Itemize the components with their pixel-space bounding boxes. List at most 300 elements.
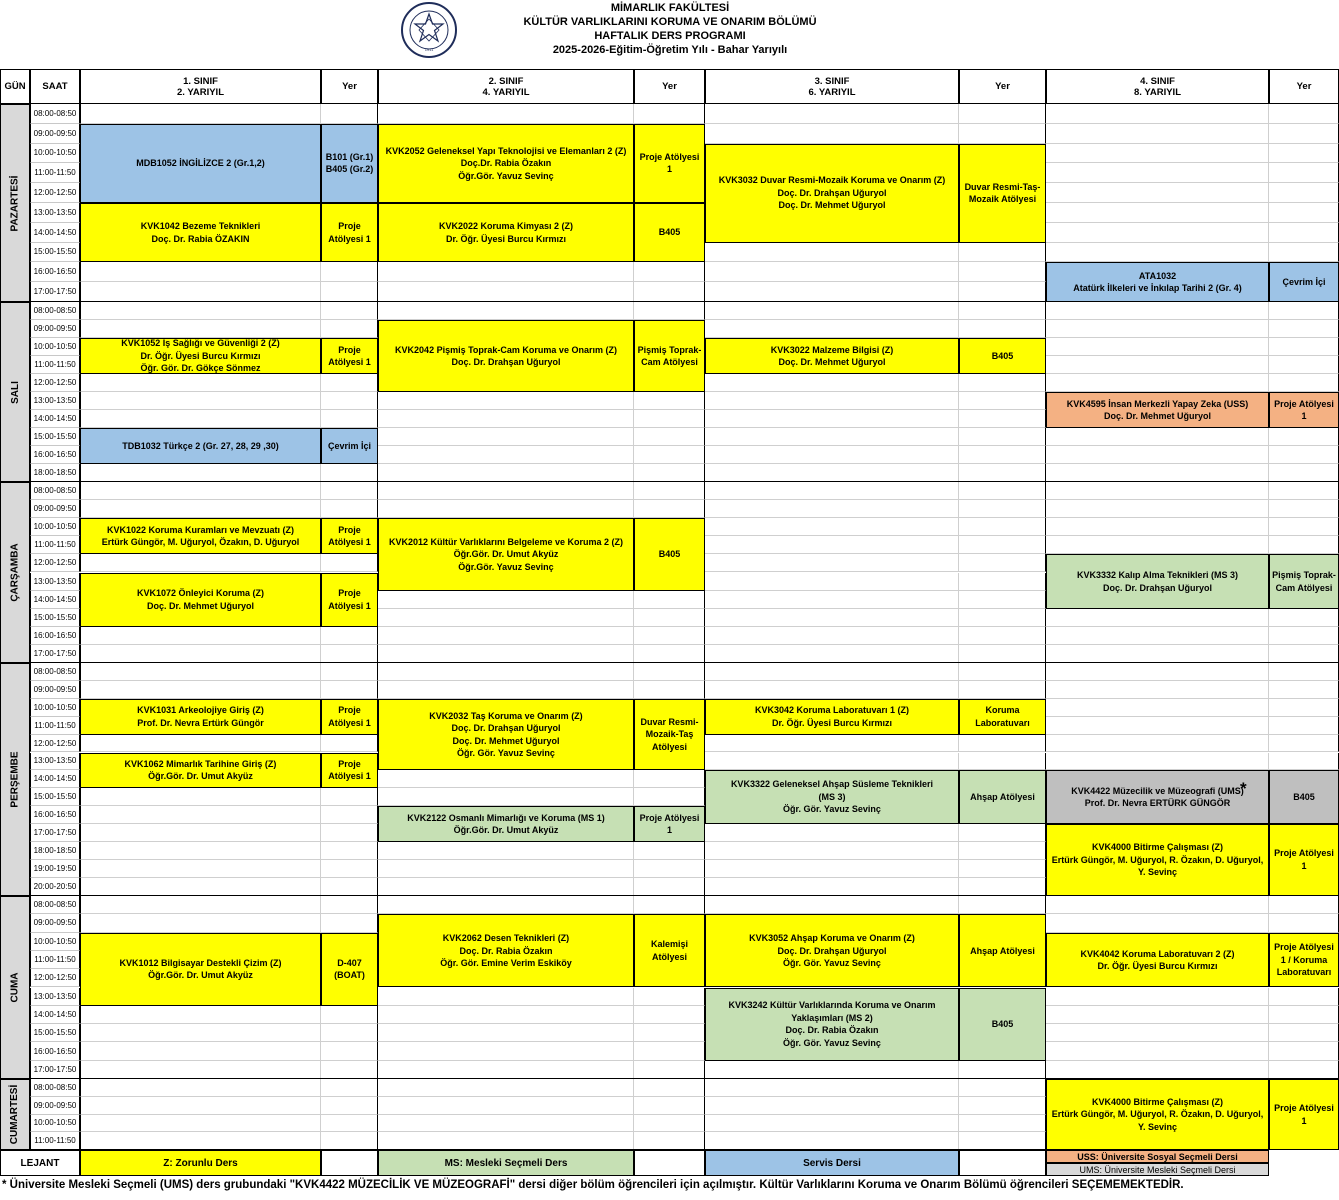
schedule-cell (378, 1132, 634, 1150)
time-slot: 08:00-08:50 (30, 896, 80, 914)
course-block: KVK3332 Kalıp Alma Teknikleri (MS 3) Doç. Dr. Drahşan Uğuryol (1046, 554, 1269, 608)
course-location: B405 (634, 203, 705, 262)
day-label: PAZARTESİ (9, 175, 21, 231)
schedule-cell (1046, 203, 1269, 223)
schedule-cell (80, 262, 321, 282)
schedule-cell (705, 500, 959, 518)
schedule-cell (1269, 735, 1339, 753)
schedule-cell (80, 842, 321, 860)
time-slot: 16:00-16:50 (30, 446, 80, 464)
schedule-cell (634, 282, 705, 302)
schedule-cell (321, 878, 378, 896)
schedule-cell (959, 410, 1046, 428)
course-location: Proje Atölyesi 1 (1269, 392, 1339, 428)
schedule-cell (634, 842, 705, 860)
course-block: TDB1032 Türkçe 2 (Gr. 27, 28, 29 ,30) (80, 428, 321, 464)
time-slot: 08:00-08:50 (30, 302, 80, 320)
schedule-cell (378, 681, 634, 699)
schedule-cell (959, 392, 1046, 410)
course-block: KVK2042 Pişmiş Toprak-Cam Koruma ve Onarım (Z) Doç. Dr. Drahşan Uğuryol (378, 320, 634, 392)
schedule-cell (959, 243, 1046, 263)
schedule-cell (1046, 518, 1269, 536)
schedule-cell (1269, 464, 1339, 482)
schedule-cell (80, 1024, 321, 1042)
schedule-cell (705, 374, 959, 392)
course-block: MDB1052 İNGİLİZCE 2 (Gr.1,2) (80, 124, 321, 203)
schedule-cell (959, 282, 1046, 302)
course-location: Proje Atölyesi 1 (321, 753, 378, 789)
schedule-cell (959, 735, 1046, 753)
time-slot: 17:00-17:50 (30, 824, 80, 842)
schedule-cell (1046, 446, 1269, 464)
header-yer-2: Yer (634, 69, 705, 104)
schedule-cell (1046, 320, 1269, 338)
schedule-cell (705, 627, 959, 645)
course-location: B405 (634, 518, 705, 590)
schedule-cell (378, 262, 634, 282)
legend-mesleki-secmeli: MS: Mesleki Seçmeli Ders (378, 1150, 634, 1176)
schedule-cell (705, 410, 959, 428)
time-slot: 10:00-10:50 (30, 1115, 80, 1133)
schedule-cell (1046, 1006, 1269, 1024)
schedule-cell (321, 663, 378, 681)
course-location: Kalemişi Atölyesi (634, 914, 705, 987)
schedule-cell (959, 554, 1046, 572)
course-location: Çevrim İçi (321, 428, 378, 464)
schedule-cell (1046, 428, 1269, 446)
schedule-cell (321, 374, 378, 392)
schedule-cell (1269, 699, 1339, 717)
schedule-cell (1269, 163, 1339, 183)
schedule-cell (959, 681, 1046, 699)
schedule-cell (378, 428, 634, 446)
schedule-cell (80, 302, 321, 320)
legend-spacer-1 (321, 1150, 378, 1176)
course-location: Çevrim İçi (1269, 262, 1339, 302)
schedule-cell (1269, 338, 1339, 356)
time-slot: 08:00-08:50 (30, 663, 80, 681)
schedule-cell (705, 1097, 959, 1115)
header-class-2: 2. SINIF 4. YARIYIL (378, 69, 634, 104)
legend-ums: UMS: Üniversite Mesleki Seçmeli Dersi (1046, 1163, 1269, 1176)
course-location: B405 (959, 338, 1046, 374)
time-slot: 13:00-13:50 (30, 753, 80, 771)
time-slot: 13:00-13:50 (30, 988, 80, 1006)
time-slot: 12:00-12:50 (30, 735, 80, 753)
schedule-cell (80, 896, 321, 914)
schedule-cell (1046, 914, 1269, 932)
schedule-cell (705, 824, 959, 842)
schedule-cell (80, 554, 321, 572)
legend-label: LEJANT (0, 1150, 80, 1176)
schedule-cell (959, 573, 1046, 591)
schedule-cell (634, 1061, 705, 1079)
course-location: Koruma Laboratuvarı (959, 699, 1046, 735)
schedule-cell (1046, 500, 1269, 518)
time-slot: 10:00-10:50 (30, 518, 80, 536)
schedule-cell (705, 1115, 959, 1133)
time-slot: 09:00-09:50 (30, 124, 80, 144)
time-slot: 13:00-13:50 (30, 573, 80, 591)
time-slot: 08:00-08:50 (30, 104, 80, 124)
course-location: Proje Atölyesi 1 (634, 806, 705, 842)
schedule-cell (705, 554, 959, 572)
schedule-cell (378, 788, 634, 806)
schedule-cell (378, 1024, 634, 1042)
schedule-cell (1269, 356, 1339, 374)
schedule-cell (959, 896, 1046, 914)
course-block: KVK2012 Kültür Varlıklarını Belgeleme ve Koruma 2 (Z) Öğr.Gör. Dr. Umut Akyüz Öğr.Gör. Yavuz Sevinç (378, 518, 634, 590)
schedule-cell (80, 500, 321, 518)
course-block: KVK4000 Bitirme Çalışması (Z) Ertürk Güngör, M. Uğuryol, R. Özakın, D. Uğuryol, Y. Sevinç (1046, 1079, 1269, 1150)
course-block: KVK3032 Duvar Resmi-Mozaik Koruma ve Onarım (Z) Doç. Dr. Drahşan Uğuryol Doç. Dr. Mehmet Uğuryol (705, 144, 959, 243)
schedule-cell (1269, 144, 1339, 164)
schedule-cell (1046, 699, 1269, 717)
legend-spacer-3 (959, 1150, 1046, 1176)
schedule-cell (1269, 1024, 1339, 1042)
day-cell (0, 896, 30, 1079)
schedule-cell (634, 262, 705, 282)
time-slot: 11:00-11:50 (30, 717, 80, 735)
schedule-cell (321, 1079, 378, 1097)
schedule-cell (321, 1006, 378, 1024)
course-block: KVK1031 Arkeolojiye Giriş (Z) Prof. Dr. Nevra Ertürk Güngör (80, 699, 321, 735)
course-block: KVK1072 Önleyici Koruma (Z) Doç. Dr. Mehmet Uğuryol (80, 573, 321, 627)
schedule-cell (80, 1006, 321, 1024)
legend-uss: USS: Üniversite Sosyal Seçmeli Dersi (1046, 1150, 1269, 1163)
course-location: Duvar Resmi- Mozaik-Taş Atölyesi (634, 699, 705, 771)
schedule-cell (634, 500, 705, 518)
schedule-cell (321, 104, 378, 124)
course-block: KVK2032 Taş Koruma ve Onarım (Z) Doç. Dr. Drahşan Uğuryol Doç. Dr. Mehmet Uğuryol Öğr. Gör. Yavuz Sevinç (378, 699, 634, 771)
course-location: Ahşap Atölyesi (959, 914, 1046, 987)
department-title: KÜLTÜR VARLIKLARINI KORUMA VE ONARIM BÖLÜMÜ (523, 16, 817, 28)
schedule-cell (378, 1061, 634, 1079)
schedule-cell (705, 518, 959, 536)
schedule-cell (378, 392, 634, 410)
time-slot: 08:00-08:50 (30, 1079, 80, 1097)
schedule-cell (1269, 753, 1339, 771)
schedule-cell (959, 1097, 1046, 1115)
schedule-cell (1046, 183, 1269, 203)
schedule-cell (705, 1061, 959, 1079)
time-slot: 10:00-10:50 (30, 699, 80, 717)
schedule-cell (80, 788, 321, 806)
schedule-cell (634, 988, 705, 1006)
time-slot: 10:00-10:50 (30, 144, 80, 164)
header-yer-3: Yer (959, 69, 1046, 104)
svg-text:1911: 1911 (424, 47, 434, 52)
schedule-cell (959, 609, 1046, 627)
schedule-cell (378, 878, 634, 896)
schedule-cell (1046, 302, 1269, 320)
schedule-cell (634, 428, 705, 446)
schedule-cell (80, 1042, 321, 1060)
schedule-cell (959, 104, 1046, 124)
day-cell (0, 302, 30, 482)
schedule-cell (959, 753, 1046, 771)
schedule-cell (1269, 446, 1339, 464)
schedule-cell (1269, 717, 1339, 735)
course-block: KVK3052 Ahşap Koruma ve Onarım (Z) Doç. Dr. Drahşan Uğuryol Öğr. Gör. Yavuz Sevinç (705, 914, 959, 987)
schedule-cell (80, 282, 321, 302)
schedule-cell (1046, 163, 1269, 183)
schedule-cell (1269, 203, 1339, 223)
header-class-4: 4. SINIF 8. YARIYIL (1046, 69, 1269, 104)
schedule-cell (1269, 104, 1339, 124)
course-location: Pişmiş Toprak- Cam Atölyesi (1269, 554, 1339, 608)
day-cell (0, 482, 30, 663)
time-slot: 09:00-09:50 (30, 914, 80, 932)
schedule-cell (321, 1097, 378, 1115)
schedule-cell (705, 896, 959, 914)
schedule-cell (959, 262, 1046, 282)
time-slot: 18:00-18:50 (30, 464, 80, 482)
schedule-cell (1046, 482, 1269, 500)
schedule-cell (959, 842, 1046, 860)
schedule-cell (80, 914, 321, 932)
schedule-cell (1269, 374, 1339, 392)
schedule-cell (705, 392, 959, 410)
time-slot: 09:00-09:50 (30, 681, 80, 699)
schedule-cell (80, 1097, 321, 1115)
time-slot: 20:00-20:50 (30, 878, 80, 896)
schedule-cell (378, 860, 634, 878)
course-block: KVK1012 Bilgisayar Destekli Çizim (Z) Öğr.Gör. Dr. Umut Akyüz (80, 933, 321, 1006)
schedule-cell (1046, 223, 1269, 243)
schedule-cell (1046, 753, 1269, 771)
schedule-cell (705, 464, 959, 482)
schedule-cell (634, 609, 705, 627)
schedule-cell (705, 243, 959, 263)
course-location: Ahşap Atölyesi (959, 770, 1046, 824)
schedule-cell (378, 988, 634, 1006)
schedule-cell (378, 609, 634, 627)
schedule-cell (1046, 356, 1269, 374)
schedule-cell (1046, 663, 1269, 681)
time-slot: 09:00-09:50 (30, 500, 80, 518)
schedule-cell (378, 842, 634, 860)
schedule-cell (705, 681, 959, 699)
schedule-cell (634, 302, 705, 320)
schedule-cell (634, 788, 705, 806)
schedule-cell (634, 1079, 705, 1097)
schedule-cell (1046, 464, 1269, 482)
day-label: ÇARŞAMBA (9, 543, 21, 602)
schedule-cell (1046, 735, 1269, 753)
schedule-cell (321, 320, 378, 338)
schedule-cell (634, 896, 705, 914)
course-location: Proje Atölyesi 1 (1269, 1079, 1339, 1150)
schedule-cell (634, 1006, 705, 1024)
schedule-cell (1269, 536, 1339, 554)
time-slot: 14:00-14:50 (30, 410, 80, 428)
ums-asterisk: * (1240, 779, 1247, 798)
schedule-cell (378, 645, 634, 663)
schedule-cell (634, 392, 705, 410)
time-slot: 16:00-16:50 (30, 627, 80, 645)
time-slot: 15:00-15:50 (30, 243, 80, 263)
schedule-cell (705, 428, 959, 446)
schedule-cell (705, 320, 959, 338)
time-slot: 15:00-15:50 (30, 788, 80, 806)
course-block: KVK2122 Osmanlı Mimarlığı ve Koruma (MS 1) Öğr.Gör. Dr. Umut Akyüz (378, 806, 634, 842)
schedule-cell (321, 842, 378, 860)
schedule-cell (321, 1115, 378, 1133)
time-slot: 14:00-14:50 (30, 770, 80, 788)
schedule-cell (321, 824, 378, 842)
schedule-cell (321, 860, 378, 878)
program-title: HAFTALIK DERS PROGRAMI (594, 30, 746, 42)
schedule-cell (321, 482, 378, 500)
schedule-cell (321, 1024, 378, 1042)
schedule-cell (80, 1079, 321, 1097)
schedule-cell (634, 410, 705, 428)
schedule-cell (1269, 988, 1339, 1006)
time-slot: 10:00-10:50 (30, 338, 80, 356)
header-class-1: 1. SINIF 2. YARIYIL (80, 69, 321, 104)
schedule-cell (80, 464, 321, 482)
course-block: KVK3022 Malzeme Bilgisi (Z) Doç. Dr. Mehmet Uğuryol (705, 338, 959, 374)
schedule-cell (1046, 536, 1269, 554)
schedule-cell (80, 681, 321, 699)
schedule-cell (705, 591, 959, 609)
schedule-cell (80, 410, 321, 428)
schedule-cell (1046, 104, 1269, 124)
schedule-cell (959, 1115, 1046, 1133)
course-block: KVK1062 Mimarlık Tarihine Giriş (Z) Öğr.Gör. Dr. Umut Akyüz (80, 753, 321, 789)
schedule-cell (1046, 627, 1269, 645)
schedule-cell (634, 681, 705, 699)
schedule-cell (1046, 609, 1269, 627)
schedule-cell (1046, 988, 1269, 1006)
time-slot: 10:00-10:50 (30, 933, 80, 951)
schedule-cell (1046, 645, 1269, 663)
time-slot: 17:00-17:50 (30, 645, 80, 663)
legend-servis: Servis Dersi (705, 1150, 959, 1176)
schedule-cell (959, 464, 1046, 482)
schedule-cell (321, 896, 378, 914)
time-slot: 11:00-11:50 (30, 1132, 80, 1150)
schedule-cell (1046, 1024, 1269, 1042)
header-class-3: 3. SINIF 6. YARIYIL (705, 69, 959, 104)
schedule-cell (321, 788, 378, 806)
course-location: Proje Atölyesi 1 (321, 203, 378, 262)
time-slot: 14:00-14:50 (30, 223, 80, 243)
course-location: Proje Atölyesi 1 (634, 124, 705, 203)
schedule-cell (634, 770, 705, 788)
header-gun: GÜN (0, 69, 30, 104)
schedule-cell (634, 1024, 705, 1042)
legend-zorunlu: Z: Zorunlu Ders (80, 1150, 321, 1176)
schedule-cell (1046, 374, 1269, 392)
course-location: B101 (Gr.1) B405 (Gr.2) (321, 124, 378, 203)
schedule-cell (378, 446, 634, 464)
schedule-cell (959, 320, 1046, 338)
schedule-cell (705, 104, 959, 124)
schedule-cell (378, 302, 634, 320)
schedule-cell (634, 482, 705, 500)
course-location: Proje Atölyesi 1 / Koruma Laboratuvarı (1269, 933, 1339, 988)
schedule-cell (1269, 1061, 1339, 1079)
time-slot: 17:00-17:50 (30, 1061, 80, 1079)
schedule-cell (80, 320, 321, 338)
schedule-cell (321, 302, 378, 320)
course-block: KVK4595 İnsan Merkezli Yapay Zeka (USS) Doç. Dr. Mehmet Uğuryol (1046, 392, 1269, 428)
header-yer-1: Yer (321, 69, 378, 104)
schedule-cell (80, 392, 321, 410)
day-cell (0, 1079, 30, 1150)
header-saat: SAAT (30, 69, 80, 104)
schedule-cell (1269, 914, 1339, 932)
schedule-cell (378, 464, 634, 482)
time-slot: 11:00-11:50 (30, 536, 80, 554)
schedule-cell (80, 860, 321, 878)
schedule-cell (959, 860, 1046, 878)
schedule-cell (378, 500, 634, 518)
schedule-cell (321, 806, 378, 824)
schedule-cell (378, 1115, 634, 1133)
time-slot: 11:00-11:50 (30, 951, 80, 969)
schedule-cell (80, 645, 321, 663)
schedule-cell (80, 878, 321, 896)
course-location: Proje Atölyesi 1 (321, 338, 378, 374)
schedule-cell (1046, 338, 1269, 356)
schedule-cell (1046, 144, 1269, 164)
day-label: CUMARTESİ (9, 1084, 21, 1145)
schedule-cell (634, 663, 705, 681)
schedule-cell (1269, 627, 1339, 645)
time-slot: 09:00-09:50 (30, 1097, 80, 1115)
time-slot: 16:00-16:50 (30, 806, 80, 824)
schedule-cell (959, 482, 1046, 500)
schedule-cell (634, 1042, 705, 1060)
schedule-cell (1269, 500, 1339, 518)
schedule-cell (959, 824, 1046, 842)
schedule-cell (1269, 518, 1339, 536)
time-slot: 11:00-11:50 (30, 356, 80, 374)
time-slot: 13:00-13:50 (30, 392, 80, 410)
time-slot: 12:00-12:50 (30, 969, 80, 987)
schedule-cell (705, 262, 959, 282)
course-block: KVK2052 Geleneksel Yapı Teknolojisi ve Elemanları 2 (Z) Doç.Dr. Rabia Özakın Öğr.Gör. Yavuz Sevinç (378, 124, 634, 203)
schedule-cell (1046, 681, 1269, 699)
schedule-cell (1269, 124, 1339, 144)
schedule-cell (959, 1079, 1046, 1097)
schedule-cell (80, 1132, 321, 1150)
course-location: Proje Atölyesi 1 (1269, 824, 1339, 896)
legend-spacer-2 (634, 1150, 705, 1176)
schedule-cell (321, 500, 378, 518)
schedule-cell (321, 645, 378, 663)
schedule-cell (705, 609, 959, 627)
schedule-cell (80, 627, 321, 645)
day-label: PERŞEMBE (9, 751, 21, 808)
schedule-cell (959, 645, 1046, 663)
schedule-cell (959, 446, 1046, 464)
schedule-cell (321, 1132, 378, 1150)
schedule-cell (321, 914, 378, 932)
schedule-cell (959, 428, 1046, 446)
schedule-cell (378, 1042, 634, 1060)
schedule-cell (959, 536, 1046, 554)
schedule-cell (705, 1132, 959, 1150)
time-slot: 13:00-13:50 (30, 203, 80, 223)
time-slot: 15:00-15:50 (30, 1024, 80, 1042)
day-cell (0, 104, 30, 302)
schedule-cell (634, 591, 705, 609)
time-slot: 15:00-15:50 (30, 428, 80, 446)
